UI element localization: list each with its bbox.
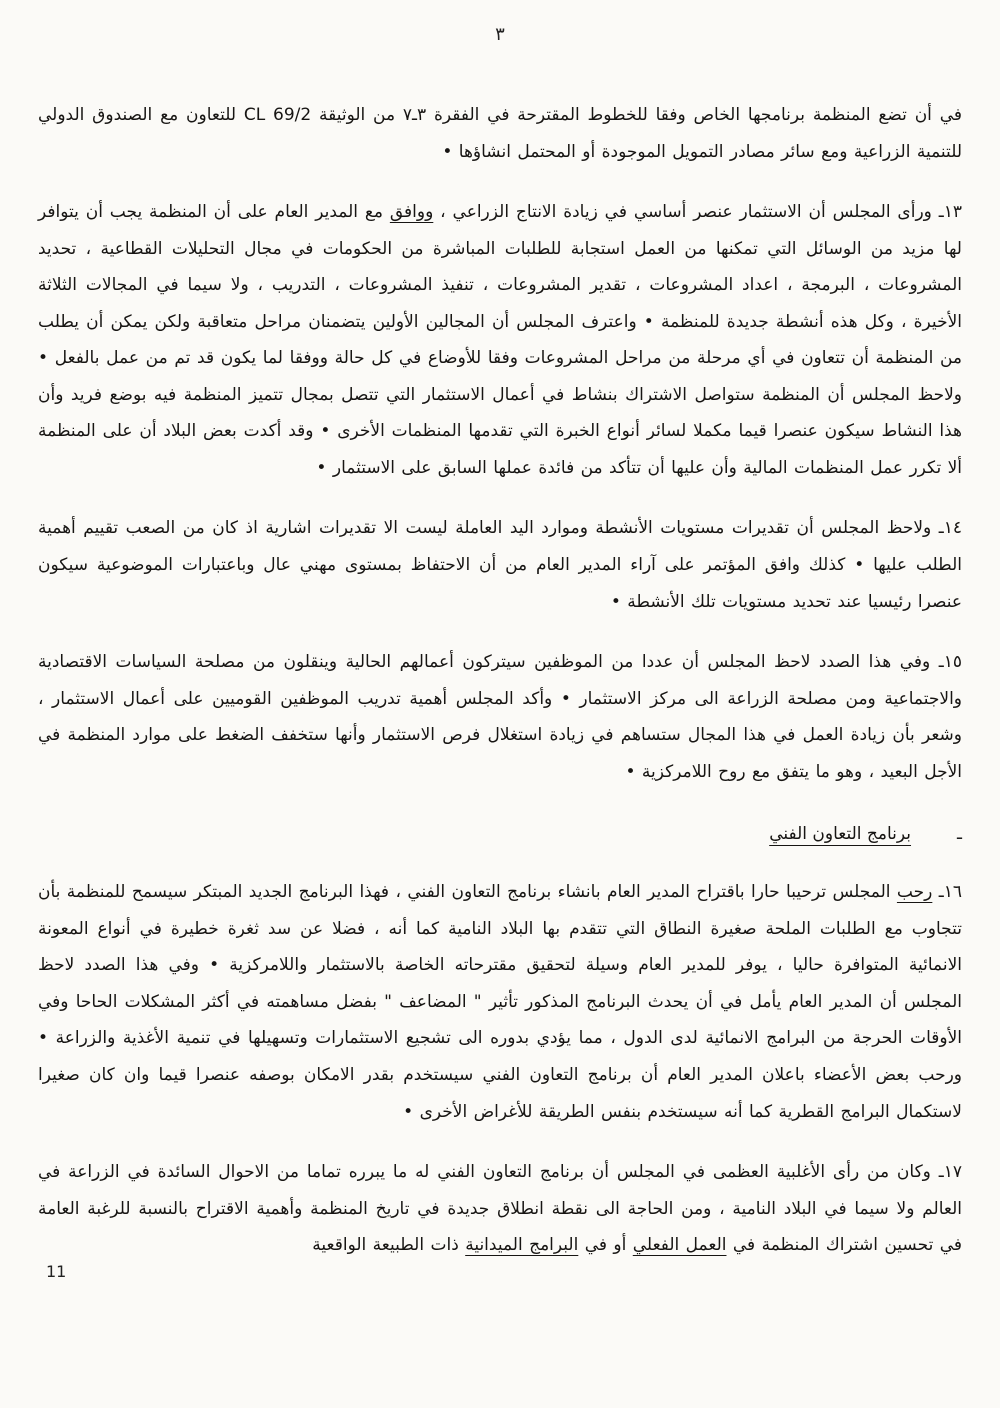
paragraph-15: ١٥ـ وفي هذا الصدد لاحظ المجلس أن عددا من الموظفين سيتركون أعمالهم الحالية وينقلون من مصلحة السياسات الاقتصادية والاجتماعية ومن مصلحة الزراعة الى مركز الاستثمار • وأكد المجلس أهمية تدريب الموظفين القوميين على أعمال الاستثمار ، وشعر بأن زيادة العمل في هذا المجال ستساهم في زيادة استغلال فرص الاستثمار وأنها ستخفف الضغط على موارد المنظمة في الأجل البعيد ، وهو ما يتفق مع روح اللامركزية • <box>38 652 962 782</box>
paragraph-17-underlined-1: العمل الفعلي <box>632 1235 727 1256</box>
paragraph-17 <box>38 1154 962 1264</box>
paragraph-17-underlined-2: البرامج الميدانية <box>465 1235 579 1256</box>
paragraph-13-underlined-word: ووافق <box>389 202 434 223</box>
section-heading <box>38 824 962 844</box>
top-page-number: ٣ <box>495 24 505 45</box>
paragraph-14: ١٤ـ ولاحظ المجلس أن تقديرات مستويات الأنشطة وموارد اليد العاملة ليست الا تقديرات اشارية اذ كان من الصعب تقييم أهمية الطلب عليها • كذلك وافق المؤتمر على آراء المدير العام من أن الاحتفاظ بمستوى مهني عال وباعتبارات الموضوعية سيكون عنصرا رئيسيا عند تحديد مستويات تلك الأنشطة • <box>38 518 962 612</box>
paragraph-16-number: ١٦ـ <box>932 882 962 903</box>
paragraph-17-mid: أو في <box>578 1235 633 1256</box>
paragraph-17-post: ذات الطبيعة الواقعية <box>312 1235 466 1256</box>
paragraph-13 <box>38 194 962 486</box>
paragraph-16-post: المجلس ترحيبا حارا باقتراح المدير العام بانشاء برنامج التعاون الفني ، فهذا البرنامج الجديد المبتكر سيسمح للمنظمة بأن تتجاوب مع الطلبات الملحة صغيرة النطاق التي تتقدم بها البلاد النامية كما أنه ، فضلا عن سد ثغرة خطيرة في أنواع المعونة الانمائية المتوافرة حاليا ، يوفر للمدير العام وسيلة لتحقيق مقترحاته الخاصة بالاستثمار واللامركزية • وفي هذا الصدد لاحظ المجلس أن المدير العام يأمل في أن يحدث البرنامج المذكور تأثير " المضاعف " بفضل مساهمته في أكثر المشكلات الحاحا وفي الأوقات الحرجة من البرامج الانمائية لدى الدول ، مما يؤدي بدوره الى تشجيع الاستثمارات وتسهيلها في تنمية الأغذية والزراعة • ورحب بعض الأعضاء باعلان المدير العام أن برنامج التعاون الفني سيستخدم بقدر الامكان بوصفه عنصرا قيما وان كان صغيرا لاستكمال البرامج القطرية كما أنه سيستخدم بنفس الطريقة للأغراض الأخرى • <box>38 882 962 1122</box>
heading-dash: ـ <box>957 824 962 845</box>
paragraph-13-pre: ١٣ـ ورأى المجلس أن الاستثمار عنصر أساسي في زيادة الانتاج الزراعي ، <box>433 202 962 223</box>
paragraph-16-underlined-word: رحب <box>896 882 933 903</box>
footer-page-number: 11 <box>46 1262 67 1281</box>
paragraph-13-post: مع المدير العام على أن المنظمة يجب أن يتوافر لها مزيد من الوسائل التي تمكنها من العمل استجابة للطلبات المباشرة من الحكومات في مجال التحليلات القطاعية ، تحديد المشروعات ، البرمجة ، اعداد المشروعات ، تقدير المشروعات ، تنفيذ المشروعات ، التدريب ، ولا سيما في المجالات الثلاثة الأخيرة ، وكل هذه أنشطة جديدة للمنظمة • واعترف المجلس أن المجالين الأولين يتضمنان مراحل متعاقبة ولكن يمكن أن يطلب من المنظمة أن تتعاون في أي مرحلة من مراحل المشروعات وفقا للأوضاع في كل حالة ووفقا لما يكون قد تم من عمل بالفعل • ولاحظ المجلس أن المنظمة ستواصل الاشتراك بنشاط في أعمال الاستثمار التي تتصل بمجال تتميز المنظمة فيه بوضع فريد وأن هذا النشاط سيكون عنصرا قيما مكملا لسائر أنواع الخبرة التي تقدمها المنظمات الأخرى • وقد أكدت بعض البلاد أن على المنظمة ألا تكرر عمل المنظمات المالية وأن عليها أن تتأكد من فائدة عملها السابق على الاستثمار • <box>38 202 962 478</box>
paragraph-16 <box>38 874 962 1130</box>
paragraph-intro: في أن تضع المنظمة برنامجها الخاص وفقا للخطوط المقترحة في الفقرة ٣ـ٧ من الوثيقة CL 69/2 للتعاون مع الصندوق الدولي للتنمية الزراعية ومع سائر مصادر التمويل الموجودة أو المحتمل انشاؤها • <box>38 105 962 162</box>
section-heading-title: برنامج التعاون الفني <box>769 824 912 845</box>
paragraph-17-pre: ١٧ـ وكان من رأى الأغلبية العظمى في المجلس أن برنامج التعاون الفني له ما يبرره تماما من الاحوال السائدة في الزراعة في العالم ولا سيما في البلاد النامية ، ومن الحاجة الى نقطة انطلاق جديدة في تاريخ المنظمة وأهمية الاقتراح بالنسبة للرغبة العامة في تحسين اشتراك المنظمة في <box>38 1162 962 1256</box>
